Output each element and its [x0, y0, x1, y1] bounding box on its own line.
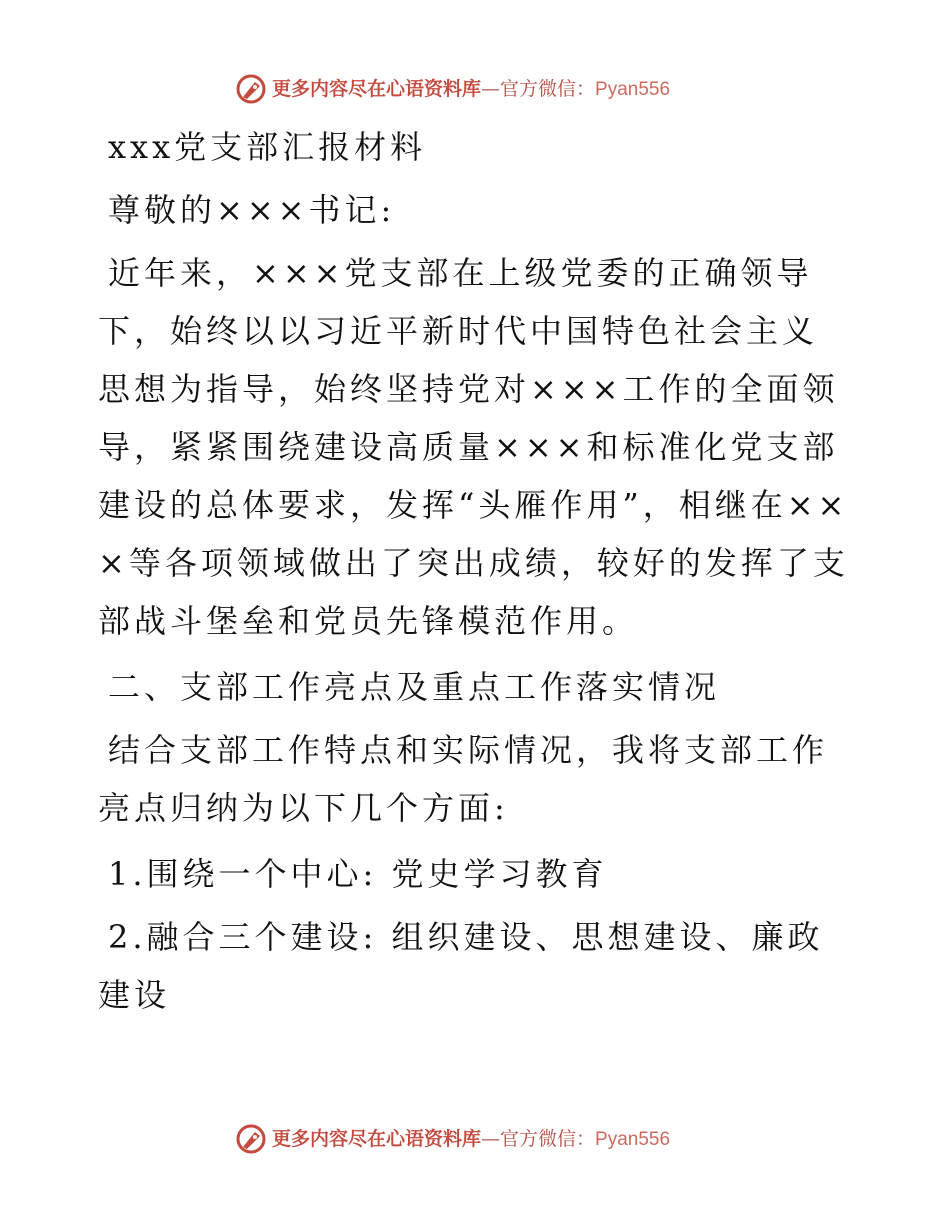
salutation: 尊敬的×××书记: [108, 191, 396, 229]
pen-nib-icon [234, 72, 268, 106]
watermark-separator: — [481, 78, 501, 100]
pen-nib-icon [234, 1122, 268, 1156]
section-heading: 二、支部工作亮点及重点工作落实情况 [108, 668, 721, 706]
watermark-main-text: 更多内容尽在心语资料库 [272, 78, 482, 100]
watermark-label: 官方微信： [500, 1128, 596, 1150]
watermark-main-text: 更多内容尽在心语资料库 [272, 1128, 482, 1150]
watermark-label: 官方微信： [500, 78, 596, 100]
document-title: xxx党支部汇报材料 [108, 128, 427, 166]
paragraph-intro: 近年来，×××党支部在上级党委的正确领导下，始终以以习近平新时代中国特色社会主义思想为指导，始终坚持党对×××工作的全面领导，紧紧围绕建设高质量×××和标准化党支部建设的总体要求，发挥“头雁作用”，相继在×××等各项领域做出了突出成绩，较好的发挥了支部战斗堡垒和党员先锋模范作用。 [98, 254, 849, 640]
watermark-id: Pyan556 [595, 1129, 671, 1150]
document-body [98, 118, 850, 1024]
list-item: 2.融合三个建设: 组织建设、思想建设、廉政建设 [98, 918, 824, 1014]
watermark-text [272, 78, 670, 101]
watermark-text [272, 1128, 670, 1151]
watermark-id: Pyan556 [595, 79, 671, 100]
paragraph-summary: 结合支部工作特点和实际情况，我将支部工作亮点归纳为以下几个方面: [98, 731, 829, 827]
watermark-separator: — [481, 1128, 501, 1150]
list-item: 1.围绕一个中心: 党史学习教育 [108, 855, 608, 893]
footer-watermark [0, 1120, 950, 1160]
header-watermark [0, 70, 950, 110]
